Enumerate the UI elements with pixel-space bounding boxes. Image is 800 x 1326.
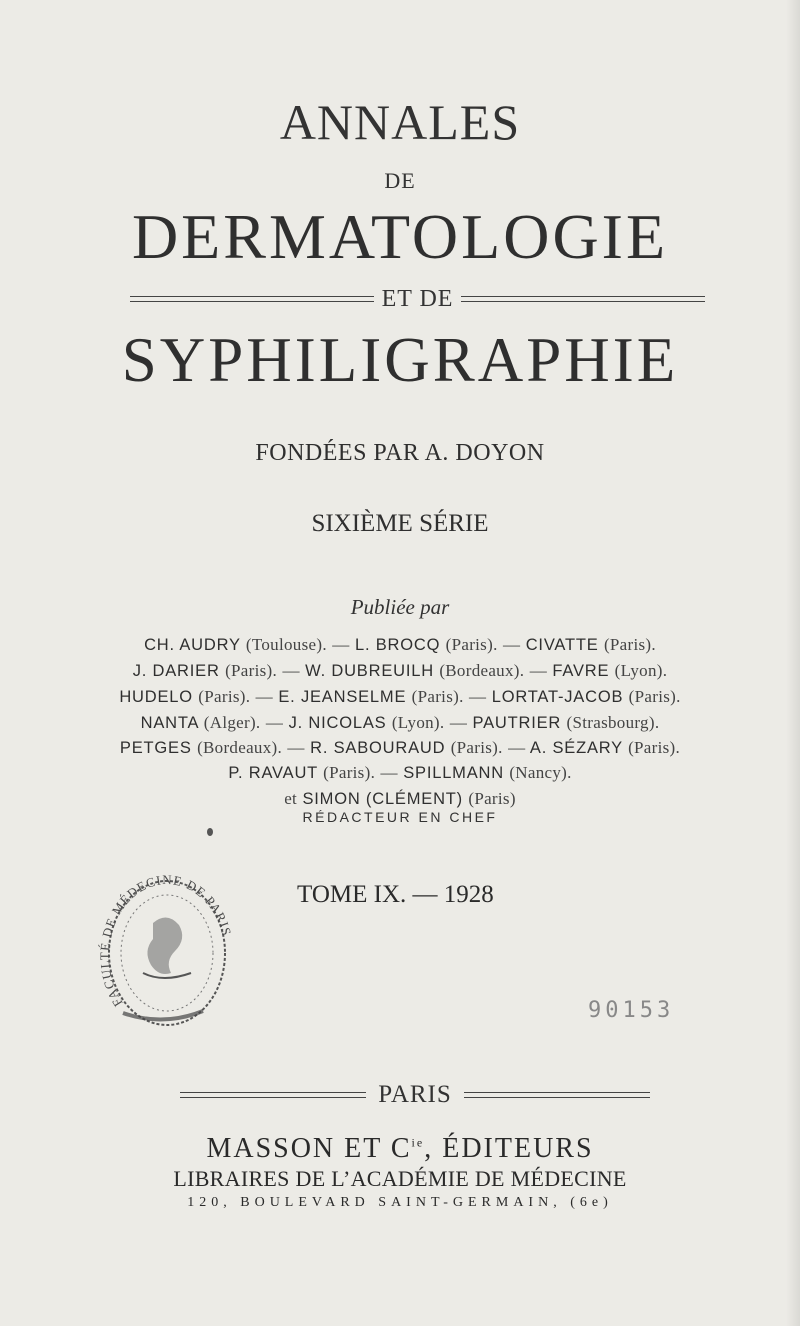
publisher-name: LORTAT-JACOB [491,688,624,706]
publisher-place: (Paris). [603,635,656,654]
separator-dash: — [265,713,284,732]
publisher-name: W. DUBREUILH [305,662,434,680]
title-syphiligraphie: SYPHILIGRAPHIE [121,325,679,395]
publisher-place: (Paris). [450,738,503,757]
publisher-name: PETGES [119,739,192,757]
double-rule-left [130,296,374,302]
ink-dot [207,828,213,836]
publisher-name-sup: ie [411,1135,425,1150]
publisher-name: J. DARIER [132,662,220,680]
separator-dash: — [503,635,521,654]
publisher-place: (Paris). [445,635,498,654]
publisher-name: R. SABOURAUD [310,739,446,757]
title-annales: ANNALES [279,94,521,150]
publisher-name: J. NICOLAS [288,714,387,732]
library-stamp-icon [93,853,235,1043]
publisher-place: (Paris). [198,687,251,706]
publishers-line-7 [0,789,800,809]
publisher-name: NANTA [140,714,199,732]
publisher-place: (Nancy). [509,763,572,782]
publisher-name: FAVRE [552,662,610,680]
publisher-place: (Paris). [628,687,681,706]
separator-dash: — [529,661,547,680]
publisher-place: (Bordeaux). [197,738,283,757]
double-rule-right [464,1092,650,1098]
page-edge-shadow [786,0,800,1326]
separator-dash: — [380,763,398,782]
publisher-place: (Lyon). [391,713,445,732]
place-label: PARIS [378,1081,452,1108]
publisher-place: (Lyon). [614,661,668,680]
publisher-place: (Toulouse). [245,635,327,654]
publisher-name: A. SÉZARY [529,739,623,757]
publisher-name: SPILLMANN [403,764,504,782]
stamp-text: FACULTÉ DE MÉDECINE DE PARIS [96,872,235,1010]
separator-dash: — [508,738,526,757]
publisher-name: HUDELO [119,688,193,706]
separator-dash: — [255,687,273,706]
publisher-name: CH. AUDRY [144,636,241,654]
series-label: SIXIÈME SÉRIE [311,510,489,537]
publisher-place: (Paris) [468,789,516,808]
inventory-number: 90153 [588,998,675,1023]
separator-dash: — [449,713,468,732]
editor-role: RÉDACTEUR EN CHEF [302,809,498,825]
double-rule-left [180,1092,366,1098]
paris-rule [180,1080,650,1110]
publisher-subtitle: LIBRAIRES DE L’ACADÉMIE DE MÉDECINE [173,1166,627,1191]
publisher-place: (Strasbourg). [566,713,660,732]
title-et-de: ET DE [381,285,454,312]
separator-dash: — [469,687,487,706]
publishers-line-2 [0,661,800,681]
publisher-name [0,1133,800,1165]
publisher-place: (Bordeaux). [439,661,525,680]
publishers-line-5 [0,738,800,758]
separator-dash: — [332,635,350,654]
publisher-place: (Paris). [225,661,278,680]
publisher-name: P. RAVAUT [228,764,318,782]
publisher-place: (Paris). [628,738,681,757]
publisher-name-before: MASSON ET C [206,1133,412,1164]
publisher-place: (Paris). [323,763,376,782]
publisher-address: 120, BOULEVARD SAINT-GERMAIN, (6e) [187,1195,613,1210]
publisher-name-after: , ÉDITEURS [424,1133,594,1164]
published-by-label: Publiée par [350,595,450,619]
publishers-line-3 [0,687,800,707]
volume-label: TOME IX. — 1928 [297,881,494,908]
separator-dash: — [287,738,305,757]
title-de: DE [384,168,416,193]
publishers-line-1 [0,635,800,655]
publisher-name: L. BROCQ [354,636,441,654]
separator-dash: — [282,661,300,680]
founded-by: FONDÉES PAR A. DOYON [255,440,545,466]
title-dermatologie: DERMATOLOGIE [131,201,669,272]
publisher-place: (Alger). [203,713,261,732]
publisher-prefix: et [284,789,298,808]
publisher-name: PAUTRIER [472,714,562,732]
et-de-rule [130,284,705,314]
publisher-place: (Paris). [411,687,464,706]
publishers-line-4 [0,713,800,733]
double-rule-right [461,296,705,302]
publisher-name: SIMON (CLÉMENT) [302,790,463,808]
publishers-line-6 [0,763,800,783]
publisher-name: E. JEANSELME [278,688,407,706]
publisher-name: CIVATTE [525,636,599,654]
